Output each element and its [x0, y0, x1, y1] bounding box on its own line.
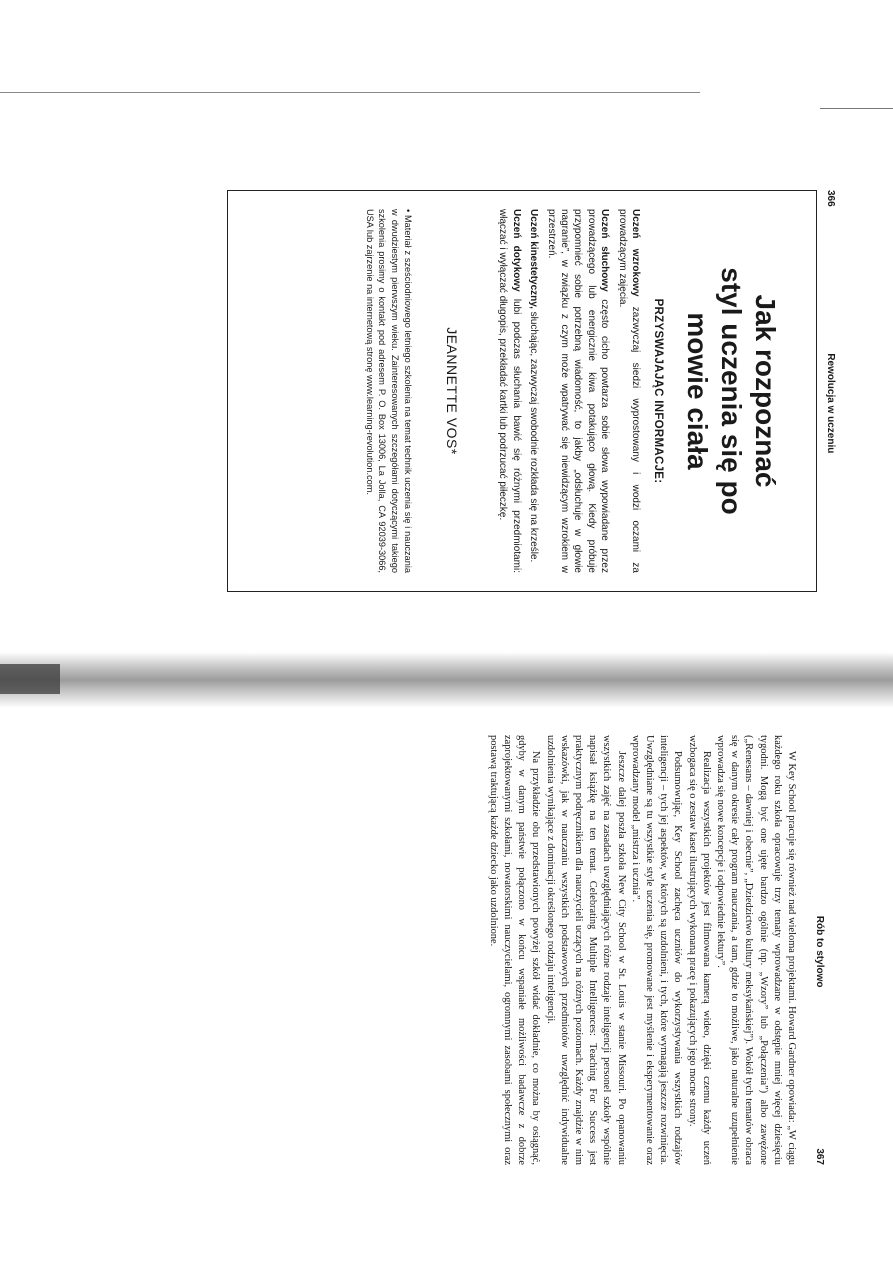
right-page	[265, 735, 825, 1165]
box-title-line-1: Jak rozpoznać	[750, 294, 781, 488]
book-gutter-edge	[0, 664, 60, 694]
box-title-line-3: mowie ciała	[682, 312, 713, 470]
learner-auditory	[544, 209, 611, 573]
term-kinesthetic: Uczeń kinestetyczny,	[528, 209, 540, 309]
desc-visual: zazwyczaj siedzi wyprostowany i wodzi oczami za prowadzącym zajęcia.	[616, 209, 641, 573]
left-page-number: 366	[825, 190, 836, 207]
left-page	[116, 190, 836, 620]
sidebar-box	[227, 190, 817, 592]
learner-tactile	[496, 209, 523, 573]
learner-visual	[615, 209, 642, 573]
body-paragraph: Podsumowując, Key School zachęca uczniów do wykorzystywania wszystkich rodzajów inteligencji – tych jej aspektów, w których są uzdolnieni, i tych, które wymagają jeszcze rozwinięcia. Uwzględniane są tu wszystkie style uczenia się, promowane jest myślenie i eksperymentowanie oraz wprowadzany model „mistrza i ucznia”.	[629, 735, 684, 1165]
term-tactile: Uczeń dotykowy	[510, 209, 522, 292]
right-running-title: Rób to stylowo	[814, 915, 825, 988]
right-running-head	[814, 735, 825, 1165]
box-title-line-2: styl uczenia się po	[716, 267, 747, 515]
term-auditory: Uczeń słuchowy	[599, 209, 611, 292]
body-paragraph: Jeszcze dalej poszła szkoła New City School w St. Louis w stanie Missouri. Po opanowaniu wszystkich zajęć na zasadach uwzględniających różne rodzaje inteligencji personel szkoły wspólnie napisał książkę na ten temat. Celebrating Multiple Intelligences: Teaching For Success jest praktycznym podręcznikiem dla nauczycieli uczących na różnych poziomach. Każdy znajdzie w nim wskazówki, jak w nauczaniu wszystkich podstawowych przedmiotów uwzględnić indywidualne uzdolnienia wynikające z dominacji określonego rodzaju inteligencji.	[544, 735, 627, 1165]
footnote: • Materiał z sześciodniowego letniego szkolenia na temat technik uczenia się i nauczania w dwudziestym pierwszym wieku. Zainteresowanych szczegółami dotyczącymi takiego szkolenia prosimy o kontakt pod adresem P. O. Box 13006, La Jolla, CA 92039-3066, USA lub zajrzenie na internetową stronę www.learning-revolution.com.	[364, 209, 413, 573]
box-title	[680, 209, 782, 573]
book-gutter-shadow	[0, 652, 893, 708]
scan-edge-line	[0, 92, 700, 93]
author-name: JEANNETTE VOS*	[443, 327, 460, 455]
learner-kinesthetic	[527, 209, 540, 573]
right-page-number: 367	[814, 1148, 825, 1165]
body-paragraph: Realizacja wszystkich projektów jest filmowana kamerą wideo, dzięki czemu każdy uczeń wzbogaca się o zestaw kaset ilustrujących wykonaną pracę i pokazujących jego mocne strony.	[686, 735, 712, 1165]
left-running-head	[825, 190, 836, 620]
left-running-title: Rewolucja w uczeniu	[825, 353, 836, 454]
scan-edge-line-right	[820, 108, 893, 109]
body-paragraph: W Key School pracuje się również nad wieloma projektami. Howard Gardner opowiada: „W ciągu każdego roku szkoła opracowuje trzy tematy wprowadzane w odstępie mniej więcej dziesięciu tygodni. Mogą być one ujęte bardzo ogólnie (np. „Wzory” lub „Połączenia”) albo zawężone („Renesans – dawniej i obecnie”, „Dziedzictwo kultury meksykańskiej”). Wokół tych tematów obraca się w danym okresie cały program nauczania, a tam, gdzie to możliwe, jako naturalne uzupełnienie wprowadza się nowe koncepcje i odpowiednie lektury”.	[714, 735, 797, 1165]
body-paragraph: Na przykładzie obu przedstawionych powyżej szkół widać dokładnie, co można by osiągnąć, gdyby w danym państwie połączono w końcu wspaniałe możliwości badawcze z dobrze zaprojektowanymi szkołami, nowatorskimi nauczycielami, ogromnymi zasobami społecznymi oraz postawą traktującą każde dziecko jako uzdolnione.	[487, 735, 542, 1165]
desc-tactile: lubi podczas słuchania bawić się różnymi przedmiotami: włączać i wyłączać długopis, przekładać kartki lub podrzucać piłeczkę.	[497, 209, 522, 573]
term-visual: Uczeń wzrokowy	[630, 209, 641, 297]
desc-auditory: często cicho powtarza sobie słowa wypowiadane przez prowadzącego lub energicznie kiwa potakująco głową. Kiedy próbuje przypomnieć sobie potrzebną wiadomość, to jakby „odsłuchuje w głowie nagranie”, w związku z czym może wpatrywać się niewidzącym wzrokiem w przestrzeń.	[545, 209, 611, 573]
section-heading: PRZYSWAJAJĄC INFORMACJE:	[652, 298, 664, 484]
desc-kinesthetic: słuchając, zazwyczaj swobodnie rozkłada się na krześle.	[528, 308, 540, 563]
body-text	[486, 735, 806, 1165]
